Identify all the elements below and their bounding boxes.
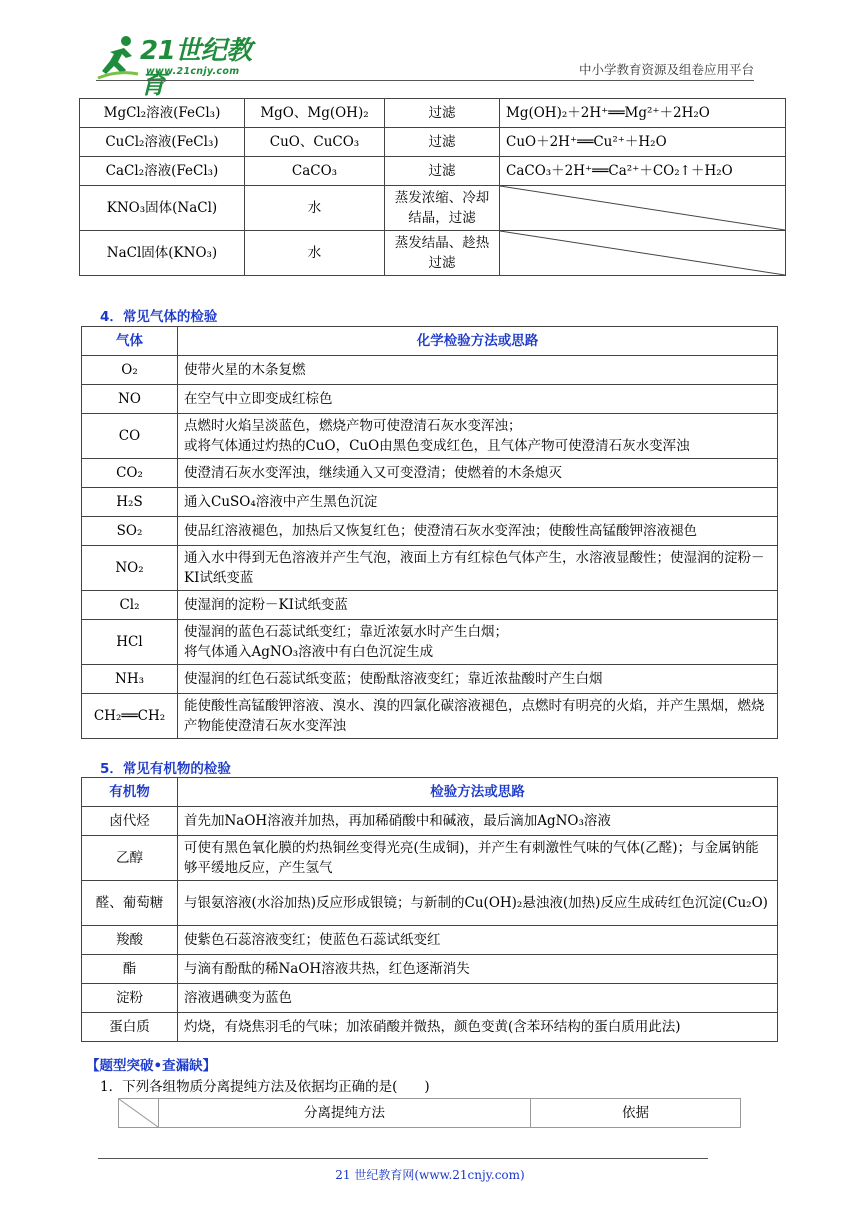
method-cell: 能使酸性高锰酸钾溶液、溴水、溴的四氯化碳溶液褪色，点燃时有明亮的火焰，并产生黑烟，燃烧产物能使澄清石灰水变浑浊 — [178, 694, 778, 739]
empty-diagonal-cell — [500, 186, 786, 231]
substance-cell: 卤代烃 — [82, 807, 178, 836]
table-row — [82, 459, 778, 488]
method-cell: 通入CuSO₄溶液中产生黑色沉淀 — [178, 488, 778, 517]
separation-table — [79, 98, 786, 276]
gas-section-title: 4．常见气体的检验 — [100, 309, 218, 325]
organic-section-title: 5．常见有机物的检验 — [100, 761, 231, 777]
equation-cell: CuO＋2H⁺══Cu²⁺＋H₂O — [500, 128, 786, 157]
table-row — [82, 356, 778, 385]
reagent-cell: 水 — [245, 231, 385, 276]
table-header-row — [82, 778, 778, 807]
header-divider — [96, 80, 754, 81]
table-header-row — [119, 1099, 741, 1128]
method-cell: 通入水中得到无色溶液并产生气泡，液面上方有红棕色气体产生，水溶液显酸性；使湿润的淀粉－KI试纸变蓝 — [178, 546, 778, 591]
method-cell: 使带火星的木条复燃 — [178, 356, 778, 385]
question-text: 1．下列各组物质分离提纯方法及依据均正确的是( ) — [100, 1079, 430, 1095]
table-row — [82, 414, 778, 459]
method-cell: 点燃时火焰呈淡蓝色，燃烧产物可使澄清石灰水变浑浊； 或将气体通过灼热的CuO，CuO由黑色变成红色，且气体产物可使澄清石灰水变浑浊 — [178, 414, 778, 459]
method-cell: 蒸发浓缩、冷却结晶，过滤 — [385, 186, 500, 231]
method-cell: 过滤 — [385, 99, 500, 128]
table-row — [82, 517, 778, 546]
mixture-cell: NaCl固体(KNO₃) — [80, 231, 245, 276]
substance-cell: 淀粉 — [82, 984, 178, 1013]
table-row — [82, 881, 778, 926]
equation-cell: CaCO₃＋2H⁺══Ca²⁺＋CO₂↑＋H₂O — [500, 157, 786, 186]
col-header-method: 检验方法或思路 — [178, 778, 778, 807]
method-cell: 首先加NaOH溶液并加热，再加稀硝酸中和碱液，最后滴加AgNO₃溶液 — [178, 807, 778, 836]
table-row — [82, 984, 778, 1013]
gas-cell: H₂S — [82, 488, 178, 517]
method-cell: 可使有黑色氧化膜的灼热铜丝变得光亮(生成铜)，并产生有刺激性气味的气体(乙醛)；与金属钠能够平缓地反应，产生氢气 — [178, 836, 778, 881]
col-header-method: 化学检验方法或思路 — [178, 327, 778, 356]
table-row — [82, 385, 778, 414]
gas-cell: NO — [82, 385, 178, 414]
table-row — [82, 1013, 778, 1042]
substance-cell: 蛋白质 — [82, 1013, 178, 1042]
substance-cell: 醛、葡萄糖 — [82, 881, 178, 926]
table-row — [80, 99, 786, 128]
question-table — [118, 1098, 741, 1128]
method-cell: 使紫色石蕊溶液变红；使蓝色石蕊试纸变红 — [178, 926, 778, 955]
method-cell: 使湿润的淀粉－KI试纸变蓝 — [178, 591, 778, 620]
reagent-cell: CuO、CuCO₃ — [245, 128, 385, 157]
mixture-cell: CaCl₂溶液(FeCl₃) — [80, 157, 245, 186]
method-cell: 使澄清石灰水变浑浊，继续通入又可变澄清；使燃着的木条熄灭 — [178, 459, 778, 488]
organic-detection-table — [81, 777, 778, 1042]
mixture-cell: CuCl₂溶液(FeCl₃) — [80, 128, 245, 157]
method-cell: 与滴有酚酞的稀NaOH溶液共热，红色逐渐消失 — [178, 955, 778, 984]
method-cell: 使湿润的蓝色石蕊试纸变红；靠近浓氨水时产生白烟； 将气体通入AgNO₃溶液中有白色沉淀生成 — [178, 620, 778, 665]
table-row — [82, 926, 778, 955]
table-row — [82, 807, 778, 836]
table-row — [82, 836, 778, 881]
table-row — [80, 186, 786, 231]
gas-cell: Cl₂ — [82, 591, 178, 620]
mixture-cell: KNO₃固体(NaCl) — [80, 186, 245, 231]
col-header-method: 分离提纯方法 — [159, 1099, 531, 1128]
col-header-gas: 气体 — [82, 327, 178, 356]
table-row — [80, 128, 786, 157]
logo-text: 21世纪教育 — [140, 36, 252, 100]
table-row — [82, 694, 778, 739]
gas-cell: NO₂ — [82, 546, 178, 591]
reagent-cell: CaCO₃ — [245, 157, 385, 186]
empty-diagonal-cell — [119, 1099, 159, 1128]
empty-diagonal-cell — [500, 231, 786, 276]
table-row — [82, 546, 778, 591]
method-cell: 溶液遇碘变为蓝色 — [178, 984, 778, 1013]
table-row — [80, 231, 786, 276]
table-row — [80, 157, 786, 186]
method-cell: 使湿润的红色石蕊试纸变蓝；使酚酞溶液变红；靠近浓盐酸时产生白烟 — [178, 665, 778, 694]
table-row — [82, 488, 778, 517]
gas-cell: HCl — [82, 620, 178, 665]
method-cell: 灼烧，有烧焦羽毛的气味；加浓硝酸并微热，颜色变黄(含苯环结构的蛋白质用此法) — [178, 1013, 778, 1042]
gas-cell: CH₂══CH₂ — [82, 694, 178, 739]
table-row — [82, 620, 778, 665]
gas-cell: NH₃ — [82, 665, 178, 694]
gas-cell: CO₂ — [82, 459, 178, 488]
method-cell: 蒸发结晶、趁热过滤 — [385, 231, 500, 276]
table-row — [82, 665, 778, 694]
table-row — [82, 591, 778, 620]
table-row — [82, 955, 778, 984]
reagent-cell: MgO、Mg(OH)₂ — [245, 99, 385, 128]
gas-cell: SO₂ — [82, 517, 178, 546]
substance-cell: 乙醇 — [82, 836, 178, 881]
col-header-basis: 依据 — [531, 1099, 741, 1128]
method-cell: 过滤 — [385, 157, 500, 186]
table-header-row — [82, 327, 778, 356]
platform-name: 中小学教育资源及组卷应用平台 — [578, 62, 754, 77]
method-cell: 使品红溶液褪色，加热后又恢复红色；使澄清石灰水变浑浊；使酸性高锰酸钾溶液褪色 — [178, 517, 778, 546]
gas-cell: CO — [82, 414, 178, 459]
site-logo — [96, 34, 266, 100]
mixture-cell: MgCl₂溶液(FeCl₃) — [80, 99, 245, 128]
method-cell: 与银氨溶液(水浴加热)反应形成银镜；与新制的Cu(OH)₂悬浊液(加热)反应生成砖红色沉淀(Cu₂O) — [178, 881, 778, 926]
gas-cell: O₂ — [82, 356, 178, 385]
gas-detection-table — [81, 326, 778, 739]
reagent-cell: 水 — [245, 186, 385, 231]
method-cell: 过滤 — [385, 128, 500, 157]
substance-cell: 酯 — [82, 955, 178, 984]
footer-link[interactable]: 21 世纪教育网(www.21cnjy.com) — [335, 1168, 525, 1182]
equation-cell: Mg(OH)₂＋2H⁺══Mg²⁺＋2H₂O — [500, 99, 786, 128]
method-cell: 在空气中立即变成红棕色 — [178, 385, 778, 414]
substance-cell: 羧酸 — [82, 926, 178, 955]
col-header-substance: 有机物 — [82, 778, 178, 807]
logo-url: www.21cnjy.com — [146, 66, 240, 77]
practice-heading: 【题型突破•查漏缺】 — [86, 1058, 217, 1074]
running-figure-icon — [96, 34, 140, 80]
footer-divider — [98, 1158, 708, 1159]
